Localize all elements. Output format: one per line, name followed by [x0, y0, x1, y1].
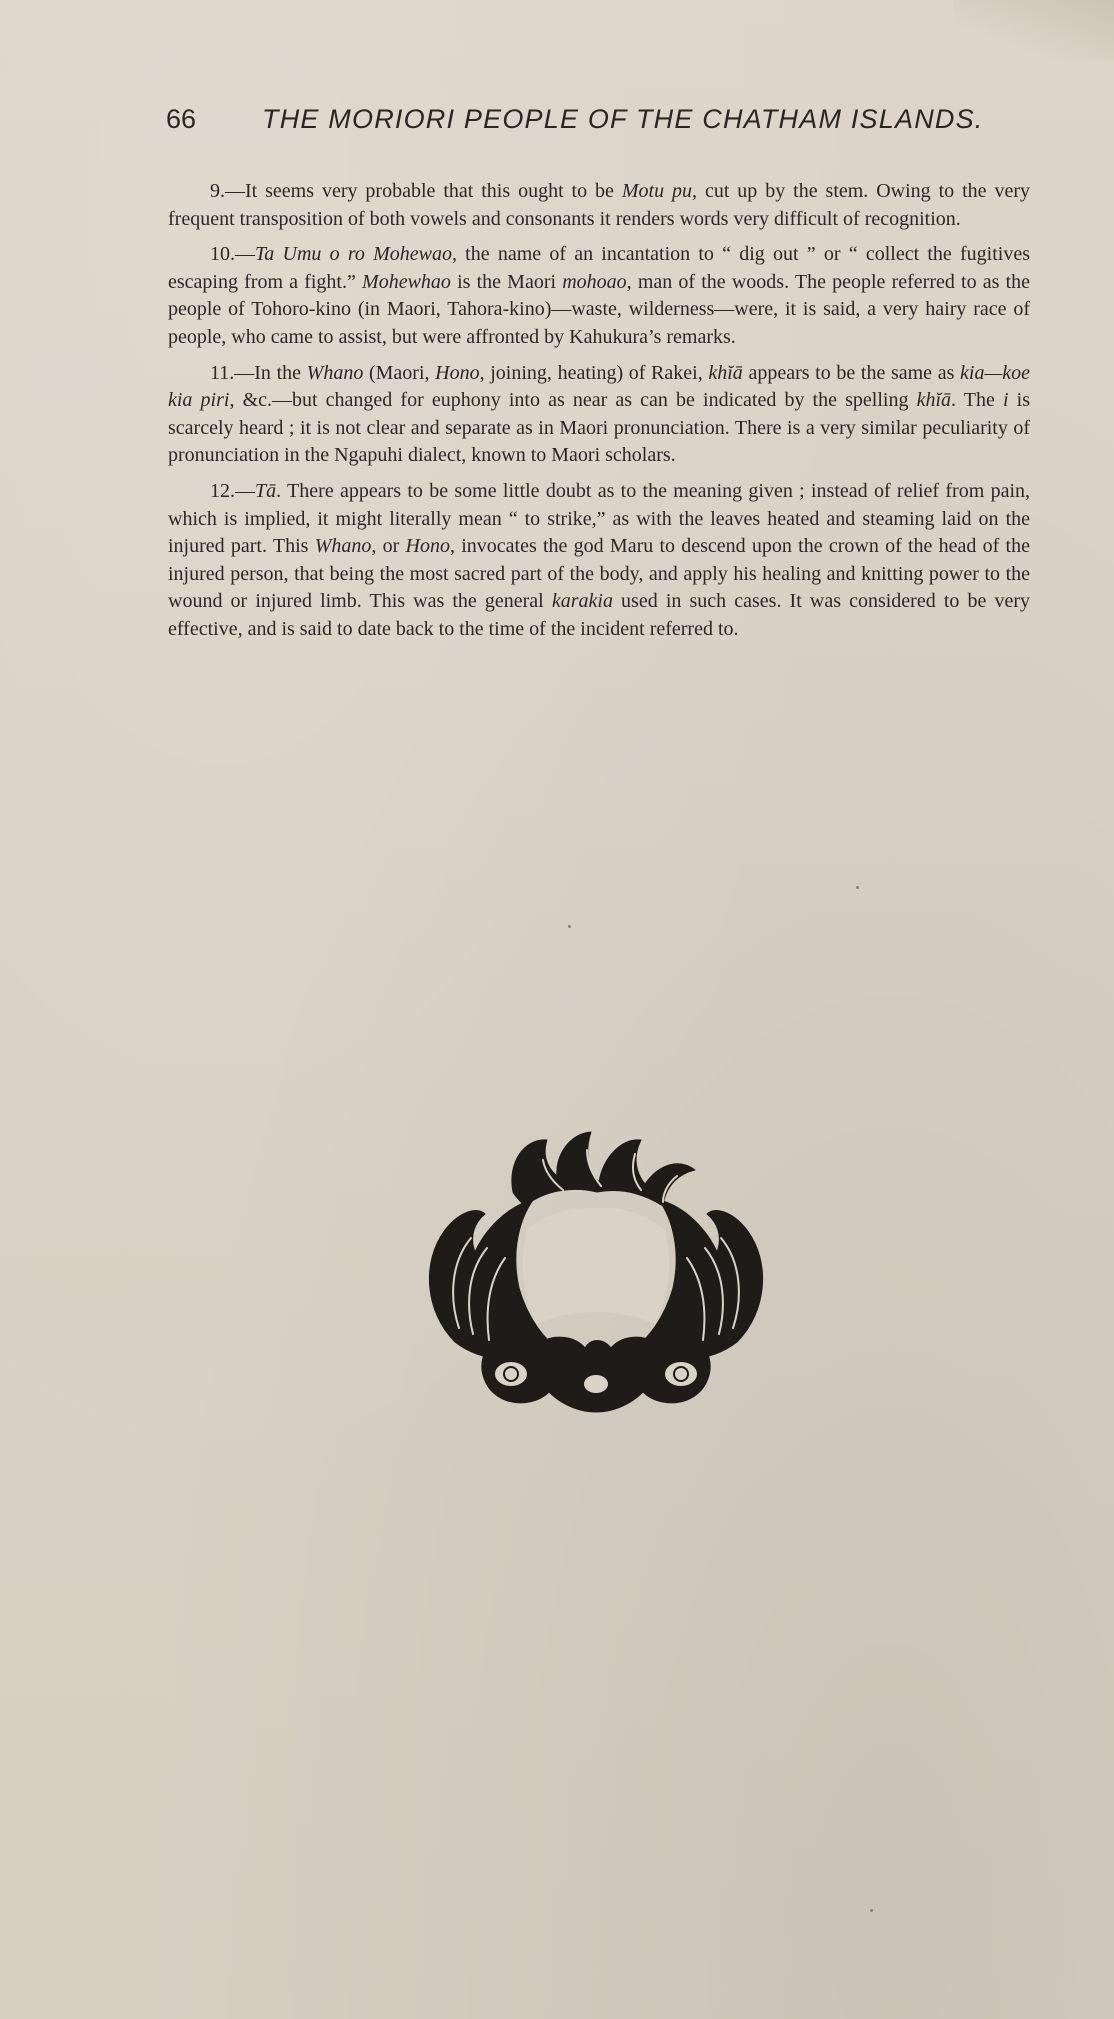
italic-term: karakia — [551, 590, 613, 613]
italic-term: Whano — [314, 535, 372, 558]
note-text: 12.— — [210, 479, 255, 502]
note-text: , man of the woods. The people referred to as the people of Tohoro-kino (in Maori, Tahora-kino)—waste, wilderness—were, it is said, a very hairy race of people, who came to assist, but were affronted by Kahukura’s remarks. — [168, 270, 1031, 348]
italic-term: khĭā — [708, 361, 743, 384]
italic-term: Ta Umu o ro Mohewao — [255, 243, 452, 266]
note-12 — [168, 478, 1030, 644]
note-text: is scarcely heard ; it is not clear and separate as in Maori pronunciation. There is a very similar peculiarity of pronunciation in the Ngapuhi dialect, known to Maori scholars. — [168, 389, 1030, 467]
page-corner-shadow — [954, 0, 1114, 60]
note-text: , cut up by the stem. Owing to the very frequent transposition of both vowels and consonants it renders words very difficult of recognition. — [168, 180, 1030, 230]
note-text: , the name of an incantation to “ dig out ” or “ collect the fugitives escaping from a fight.” — [168, 243, 1030, 293]
note-text: . There appears to be some little doubt as to the meaning given ; instead of relief from pain, which is implied, it might literally mean “ to strike,” as with the leaves heated and steaming laid on the injured part. This — [168, 479, 1030, 558]
italic-term: i — [1002, 389, 1009, 412]
note-11 — [168, 360, 1030, 470]
note-text: appears to be the same as — [742, 361, 961, 384]
italic-term: khĭā — [916, 389, 951, 412]
note-text: , or — [371, 535, 406, 558]
paper-speck — [856, 886, 859, 889]
italic-term: mohoao — [562, 270, 627, 293]
italic-term: Hono — [435, 361, 480, 384]
page-number: 66 — [166, 104, 197, 134]
note-text: . The — [951, 389, 1003, 412]
scallop-shell-ornament-icon — [415, 1102, 777, 1438]
note-text: , &c.—but changed for euphony into as near as can be indicated by the spelling — [229, 389, 917, 412]
paper-speck — [870, 1909, 873, 1912]
note-text: (Maori, — [363, 361, 436, 384]
paper-speck — [568, 925, 571, 928]
italic-term: Whano — [306, 361, 364, 384]
italic-term: Tā — [255, 479, 277, 502]
italic-term: Mohewhao — [362, 270, 451, 293]
note-text: , invocates the god Maru to descend upon the crown of the head of the injured person, that being the most sacred part of the body, and apply his healing and knitting power to the wound or injured limb. This was the general — [168, 535, 1030, 613]
notes-body — [168, 178, 1030, 652]
note-text: 10.— — [210, 243, 255, 266]
note-text: 9.—It seems very probable that this ought to be — [210, 180, 622, 202]
note-10 — [168, 241, 1030, 351]
page-header — [166, 104, 984, 144]
note-text: used in such cases. It was considered to be very effective, and is said to date back to the time of the incident referred to. — [168, 590, 1030, 640]
italic-term: kia—koe kia piri — [168, 361, 1030, 412]
italic-term: Hono — [405, 535, 450, 558]
note-text: 11.—In the — [210, 361, 307, 384]
italic-term: Motu pu — [621, 180, 693, 202]
running-title: THE MORIORI PEOPLE OF THE CHATHAM ISLANDS. — [262, 104, 984, 134]
note-9 — [168, 178, 1030, 233]
note-text: , joining, heating) of Rakei, — [479, 361, 709, 384]
note-text: is the Maori — [450, 270, 563, 293]
